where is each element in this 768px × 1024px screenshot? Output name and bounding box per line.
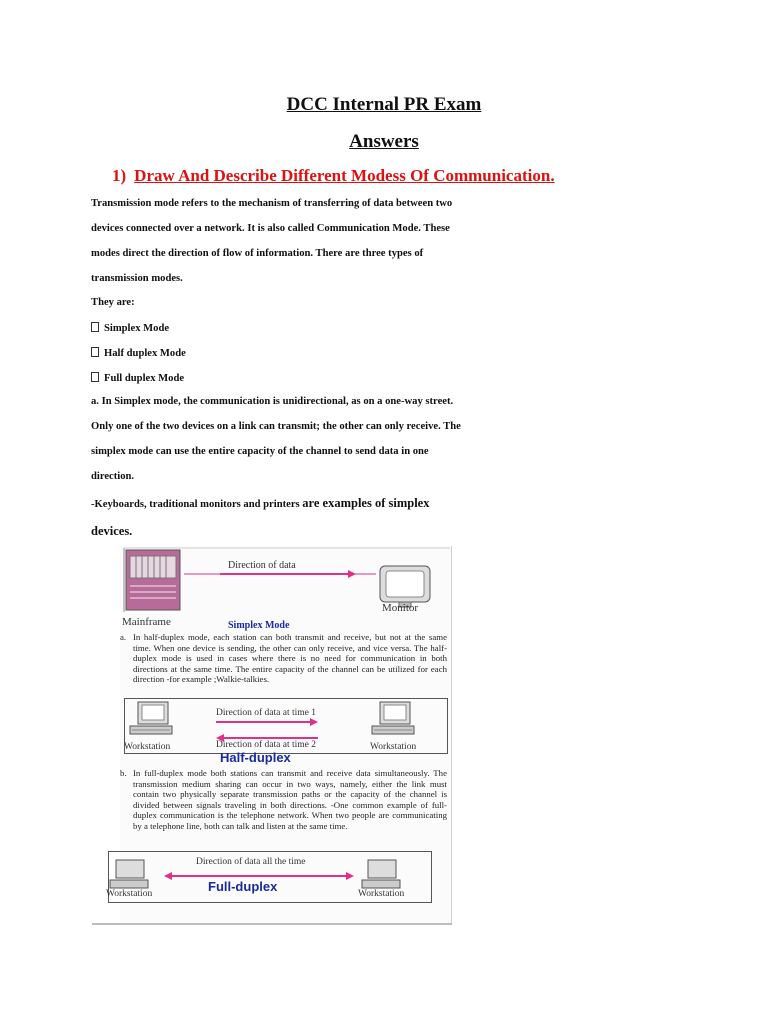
simplex-direction-label: Direction of data (228, 560, 296, 571)
monitor-label: Monitor (382, 602, 419, 614)
simplex-line: Only one of the two devices on a link can transmit; the other can only receive. The (91, 421, 461, 432)
bullet-box-icon (91, 347, 99, 357)
answers-heading: Answers (349, 131, 419, 152)
para-label: b. (120, 768, 127, 778)
mainframe-icon (126, 550, 180, 610)
workstation-right-icon (372, 702, 414, 734)
mode-list-item (91, 347, 186, 359)
para-label: a. (120, 632, 127, 642)
figure-bottom-edge (92, 923, 452, 925)
bullet-box-icon (91, 372, 99, 382)
full-duplex-paragraph (120, 768, 447, 832)
simplex-line: direction. (91, 471, 135, 482)
monitor-icon (380, 566, 430, 607)
intro-line: transmission modes. (91, 273, 183, 284)
examples-end: devices. (91, 524, 133, 538)
mode-list-item (91, 372, 184, 384)
mode-list-item (91, 322, 169, 334)
scanned-figure (106, 546, 452, 924)
workstation-left-icon (110, 860, 148, 888)
workstation-left-icon (130, 702, 172, 734)
examples-small-text: -Keyboards, traditional monitors and printers (91, 499, 303, 510)
mode-list-label: Full duplex Mode (104, 373, 185, 384)
half-direction-2-label: Direction of data at time 2 (216, 740, 316, 750)
full-direction-label: Direction of data all the time (196, 857, 306, 867)
mode-list-label: Simplex Mode (104, 323, 170, 334)
document-title: DCC Internal PR Exam (286, 94, 482, 115)
examples-large-text: are examples of simplex (302, 496, 430, 510)
simplex-line: simplex mode can use the entire capacity of the channel to send data in one (91, 446, 429, 457)
half-duplex-mode-label: Half-duplex (220, 750, 291, 765)
they-are-label: They are: (91, 297, 135, 308)
question-text: Draw And Describe Different Modess Of Communication. (134, 166, 555, 185)
examples-line (91, 496, 429, 511)
workstation-right-label: Workstation (370, 742, 417, 752)
intro-line: Transmission mode refers to the mechanism of transferring of data between two (91, 198, 453, 209)
workstation-right-label: Workstation (358, 889, 405, 899)
half-duplex-paragraph (120, 632, 447, 685)
workstation-right-icon (362, 860, 400, 888)
workstation-left-label: Workstation (106, 889, 153, 899)
para-text: In full-duplex mode both stations can transmit and receive data simultaneously. The transmission medium sharing can occur in two ways, namely, either the link must contain two physically separate transmission paths or the capacity of the channel is divided between signals traveling in both directions. -One common example of full-duplex communication is the telephone network. When two people are communicating by a telephone line, both can talk and listen at the same time. (133, 768, 447, 831)
full-duplex-mode-label: Full-duplex (208, 879, 278, 894)
intro-line: modes direct the direction of flow of information. There are three types of (91, 248, 424, 259)
question-heading (112, 166, 555, 186)
para-text: In half-duplex mode, each station can both transmit and receive, but not at the same time. When one device is sending, the other can only receive, and vice versa. The half-duplex mode is used in cases where there is no need for communication in both directions at the same time. The entire capacity of the channel can be utilized for each direction -for example ;Walkie-talkies. (133, 632, 447, 685)
mode-list-label: Half duplex Mode (104, 348, 186, 359)
question-number: 1) (112, 166, 127, 185)
mainframe-label: Mainframe (122, 616, 171, 628)
simplex-mode-label: Simplex Mode (228, 620, 290, 631)
intro-line: devices connected over a network. It is also called Communication Mode. These (91, 223, 450, 234)
half-direction-1-label: Direction of data at time 1 (216, 708, 316, 718)
workstation-left-label: Workstation (124, 742, 171, 752)
bullet-box-icon (91, 322, 99, 332)
simplex-line: a. In Simplex mode, the communication is unidirectional, as on a one-way street. (91, 396, 454, 407)
